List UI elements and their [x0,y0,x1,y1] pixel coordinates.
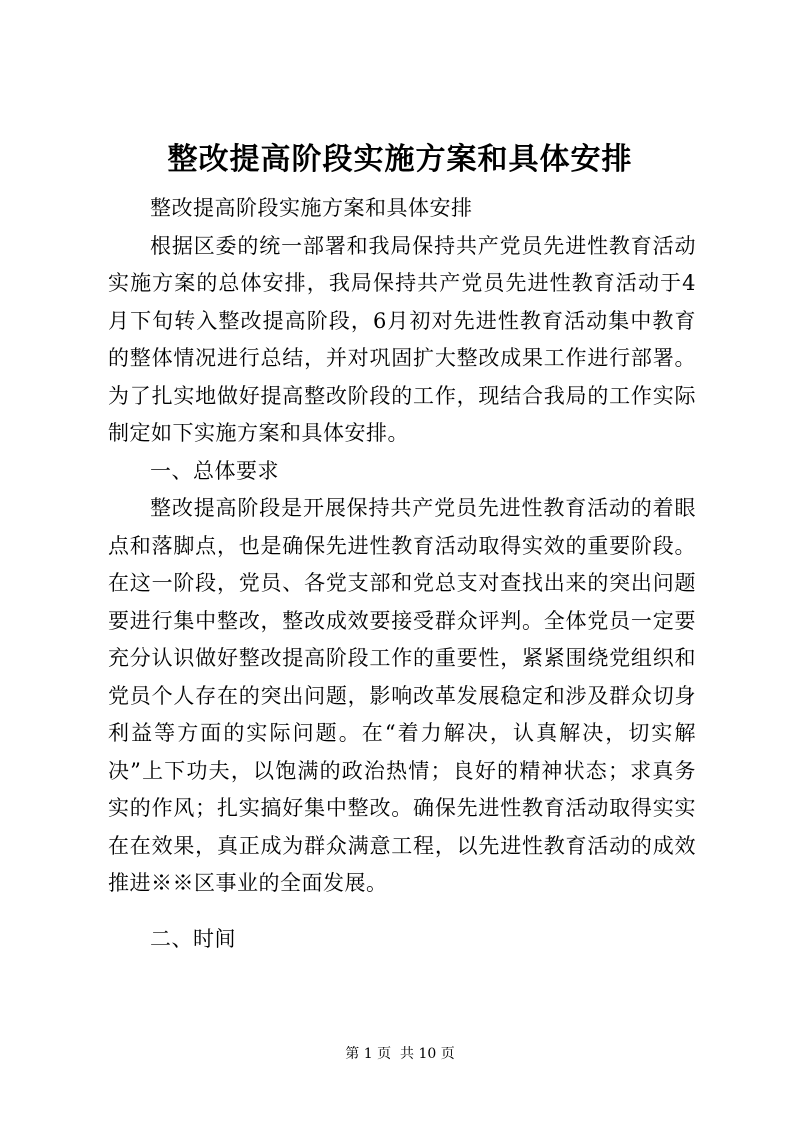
section-heading-general-requirements: 一、总体要求 [150,458,279,483]
subtitle-paragraph: 整改提高阶段实施方案和具体安排 [150,196,473,220]
intro-paragraph: 根据区委的统一部署和我局保持共产党员先进性教育活动实施方案的总体安排，我局保持共产党员先进性教育活动于4月下旬转入整改提高阶段，6月初对先进性教育活动集中教育的整体情况进行总结，并对巩固扩大整改成果工作进行部署。为了扎实地做好提高整改阶段的工作，现结合我局的工作实际制定如下实施方案和具体安排。 [108,233,696,445]
document-title: 整改提高阶段实施方案和具体安排 [167,142,633,177]
document-body [108,190,696,958]
page-footer [0,1044,800,1064]
page-number-label: 第 1 页 共 10 页 [345,1046,455,1062]
section-heading-time: 二、时间 [150,926,236,951]
requirements-paragraph: 整改提高阶段是开展保持共产党员先进性教育活动的着眼点和落脚点，也是确保先进性教育活动取得实效的重要阶段。在这一阶段，党员、各党支部和党总支对查找出来的突出问题要进行集中整改，整改成效要接受群众评判。全体党员一定要充分认识做好整改提高阶段工作的重要性，紧紧围绕党组织和党员个人存在的突出问题，影响改革发展稳定和涉及群众切身利益等方面的实际问题。在“着力解决，认真解决，切实解决”上下功夫，以饱满的政治热情；良好的精神状态；求真务实的作风；扎实搞好集中整改。确保先进性教育活动取得实实在在效果，真正成为群众满意工程，以先进性教育活动的成效推进※※区事业的全面发展。 [108,496,696,895]
